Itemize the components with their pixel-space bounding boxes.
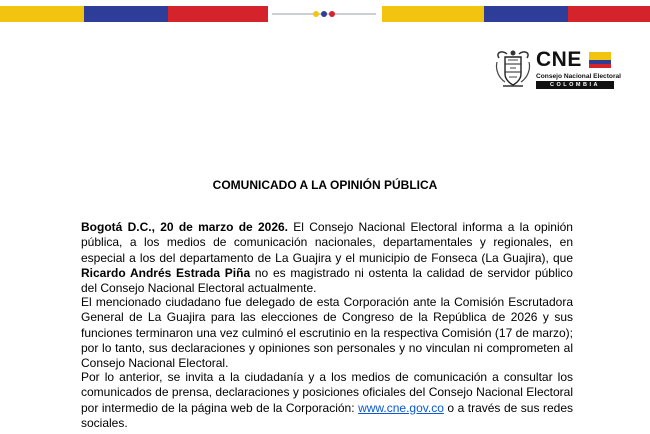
person-name: Ricardo Andrés Estrada Piña	[81, 265, 251, 280]
stripe-red-left	[168, 6, 268, 22]
website-link[interactable]: www.cne.gov.co	[358, 400, 444, 415]
stripe-blue-left	[84, 6, 168, 22]
cne-logo	[493, 48, 622, 92]
coat-of-arms-icon	[493, 48, 533, 90]
cne-country: COLOMBIA	[536, 81, 614, 89]
stripe-yellow-left	[0, 6, 84, 22]
paragraph-1	[81, 220, 573, 296]
document-title: COMUNICADO A LA OPINIÓN PÚBLICA	[212, 178, 438, 192]
dateline: Bogotá D.C., 20 de marzo de 2026.	[81, 220, 289, 234]
paragraph-1-text-b: no es magistrado ni ostenta la calidad de servidor público del Consejo Nacional Electoral actualmente.	[81, 265, 573, 296]
paragraph-1-text-a: El Consejo Nacional Electoral informa a la opinión pública, a los medios de comunicación nacionales, departamentales y regionales, en especial a los del departamento de La Guajira y el municipio de Fonseca (La Guajira), que	[81, 220, 573, 265]
stripe-red-right	[568, 6, 650, 22]
paragraph-3	[81, 370, 573, 431]
flag-mark-icon	[589, 52, 611, 68]
stripe-yellow-right	[382, 6, 484, 22]
center-ornament-icon	[272, 0, 376, 22]
paragraph-3-text-a: Por lo anterior, se invita a la ciudadanía y a los medios de comunicación a consultar los comunicados de prensa, declaraciones y posiciones oficiales del Consejo Nacional Electoral por intermedio de la página web de la Corporación:	[81, 370, 573, 415]
cne-full-name: Consejo Nacional Electoral	[536, 73, 622, 80]
cne-acronym: CNE	[536, 48, 582, 71]
paragraph-2: El mencionado ciudadano fue delegado de esta Corporación ante la Comisión Escrutadora General de La Guajira para las elecciones de Congreso de la República de 2026 y sus funciones terminaron una vez culminó el escrutinio en la respectiva Comisión (17 de marzo); por lo tanto, sus declaraciones y opiniones son personales y no vinculan ni comprometen al Consejo Nacional Electoral.	[81, 295, 573, 371]
stripe-blue-right	[484, 6, 568, 22]
paragraph-3-text-b: o a través de sus redes sociales.	[81, 400, 573, 430]
